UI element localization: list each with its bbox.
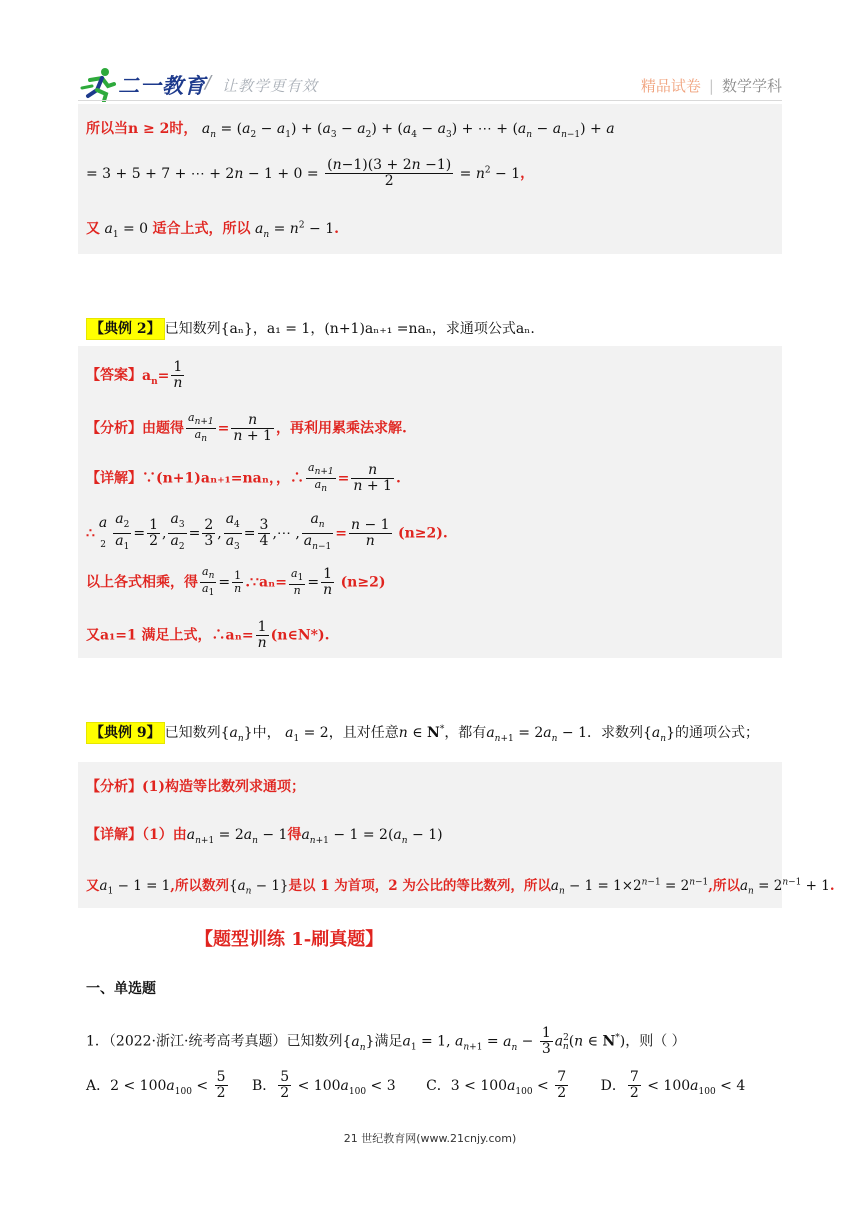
example2-product: 以上各式相乘，得 $\frac{a_n}{a_1}$ = $\frac{1}{n}$ .∵aₙ= $\frac{a_1}{n}$ = $\frac{1}{n}$ (n≥2) xyxy=(86,565,386,599)
example2-final: 又a₁=1 满足上式，∴aₙ= $\frac{1}{n}$ (n∈N*). xyxy=(86,619,330,651)
logo-slogan: 让教学更有效 xyxy=(222,77,319,95)
block1-line3: 又 $a_1 = 0$ 适合上式，所以 $a_n = n^2 - 1$. xyxy=(86,220,339,240)
example9-analysis: 【分析】(1)构造等比数列求通项； xyxy=(86,779,305,795)
runner-logo-icon xyxy=(80,66,118,102)
option-a[interactable]: A．$2 < 100a_{100}$ < $\frac{5}{2}$ xyxy=(86,1069,226,1101)
question-1: 1．（2022·浙江·统考高考真题）已知数列$\{a_n\}$满足$a_1 = 1$, $a_{n+1} = a_n$ − $\frac{1}{3}$ $a^2_n(n$ ∈ N*)，则（ ） xyxy=(86,1025,686,1057)
option-c[interactable]: C．$3 < 100a_{100}$ < $\frac{7}{2}$ xyxy=(426,1069,567,1101)
question-1-options xyxy=(86,1070,745,1101)
block1-line2: = 3 + 5 + 7 + ⋯ + 2n − 1 + 0 = $\frac{(n-1)(3 + 2n -1)}{2}$ = $n^2 - 1$， xyxy=(86,157,535,189)
solution-panel-2 xyxy=(78,346,782,658)
example2-question: 【典例 2】 已知数列{aₙ}，a₁ = 1，(n+1)aₙ₊₁ =naₙ，求通项公式aₙ. xyxy=(86,318,535,338)
subject-label: 数学学科 xyxy=(721,77,782,95)
header-right xyxy=(641,75,782,96)
footer-text: 21 世纪教育网(www.21cnjy.com) xyxy=(343,1132,517,1145)
header-separator: | xyxy=(708,77,714,95)
header-rule xyxy=(78,100,782,101)
example9-detail: 【详解】（1）由$a_{n+1} = 2a_n - 1$得$a_{n+1} - 1 = 2(a_n - 1)$ xyxy=(86,827,443,846)
example9-tag: 【典例 9】 xyxy=(86,722,165,744)
formula-sum-result: = 3 + 5 + 7 + ⋯ + 2n − 1 + 0 = $\frac{(n-1)(3 + 2n -1)}{2}$ = $n^2 - 1$ xyxy=(86,157,521,189)
example2-tag: 【典例 2】 xyxy=(86,318,165,340)
formula-telescoping-sum: $a_n = (a_2 - a_1) + (a_3 - a_2) + (a_4 - a_3)$ + ⋯ + $(a_n - a_{n-1}) + a$ xyxy=(201,121,615,140)
quality-label: 精品试卷 xyxy=(640,77,701,95)
example2-analysis: 【分析】由题得 $\frac{a_{n+1}}{a_n}$ = $\frac{n}{n + 1}$ ，再利用累乘法求解. xyxy=(86,411,407,445)
option-b[interactable]: B． $\frac{5}{2}$ < $100a_{100} < 3$ xyxy=(251,1069,396,1101)
logo-name: 二一教育 xyxy=(118,74,206,98)
example9-question: 【典例 9】 已知数列$\{a_n\}$中， $a_1 = 2$，且对任意n ∈ N*，都有$a_{n+1} = 2a_n - 1$．求数列$\{a_n\}$的通项公式； xyxy=(86,722,759,744)
example2-ratios: ∴ a $_2$ $\frac{a_2}{a_1}$ = $\frac{1}{2}$ , $\frac{a_3}{a_2}$ = $\frac{2}{3}$ , $\frac{a_4}{a_3}$ = $\frac{3}{4}$ ,⋯ , $\frac{a_n}{a_{n-1}}$ = $\frac{n - 1}{n}$ (n≥2). xyxy=(86,512,448,555)
option-d[interactable]: D． $\frac{7}{2}$ < $100a_{100} < 4$ xyxy=(600,1069,746,1101)
example9-final: 又$a_1 - 1 = 1$,所以数列$\{a_n - 1\}$是以 1 为首项，2 为公比的等比数列，所以$a_n - 1 = 1\times 2^{n-1} = 2^{n-1}$,所以$a_n = 2^{n-1} + 1$. xyxy=(86,877,835,897)
logo-divider: / xyxy=(205,72,212,93)
section-heading: 一、单选题 xyxy=(86,981,156,997)
example2-detail: 【详解】∵(n+1)aₙ₊₁=naₙ，，∴ $\frac{a_{n+1}}{a_n}$ = $\frac{n}{n + 1}$ . xyxy=(86,461,401,495)
section-title: 【题型训练 1-刷真题】 xyxy=(195,929,384,950)
example2-answer: 【答案】$a_n=$ $\frac{1}{n}$ xyxy=(86,359,183,391)
block1-line1: 所以当n ≥ 2时， $a_n = (a_2 - a_1) + (a_3 - a_2) + (a_4 - a_3)$ + ⋯ + $(a_n - a_{n-1}) + a$ xyxy=(86,121,615,140)
